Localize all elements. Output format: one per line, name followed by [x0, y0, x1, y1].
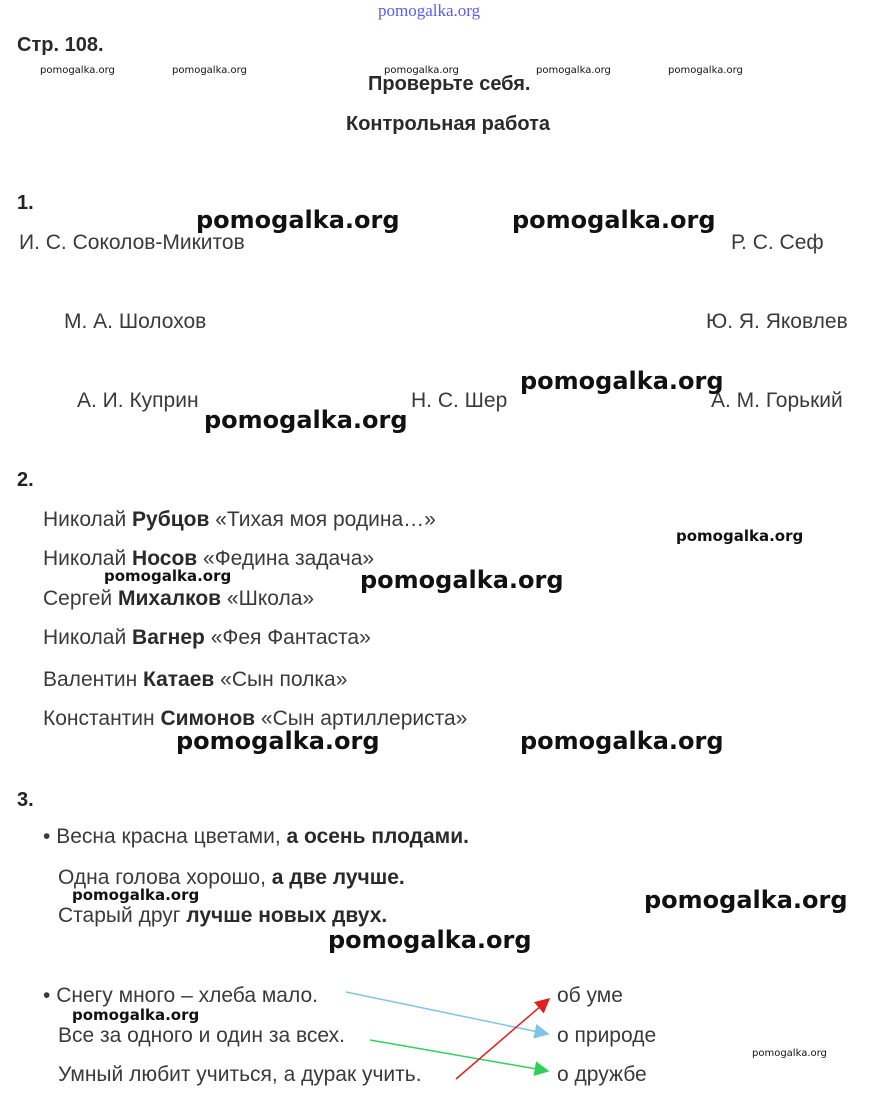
author-first-name: Сергей: [43, 587, 113, 610]
author-7: А. М. Горький: [711, 389, 843, 412]
topic-friendship: о дружбе: [557, 1063, 647, 1086]
author-2: Р. С. Сеф: [731, 231, 824, 254]
work-title: «Школа»: [226, 587, 315, 610]
watermark: pomogalka.org: [360, 566, 564, 594]
watermark: pomogalka.org: [520, 727, 724, 755]
watermark: pomogalka.org: [644, 886, 848, 914]
author-last-name: Михалков: [117, 587, 222, 610]
author-first-name: Николай: [43, 508, 127, 531]
arrow-snow-to-nature: [346, 992, 548, 1034]
watermark-top: pomogalka.org: [378, 1, 481, 20]
author-1: И. С. Соколов-Микитов: [19, 231, 245, 254]
task-3-number: 3.: [17, 789, 34, 811]
watermark: pomogalka.org: [40, 65, 115, 76]
author-6: Н. С. Шер: [411, 389, 508, 412]
watermark: pomogalka.org: [328, 926, 532, 954]
author-5: А. И. Куприн: [77, 389, 199, 412]
watermark: pomogalka.org: [536, 65, 611, 76]
watermark: pomogalka.org: [104, 567, 232, 585]
watermark: pomogalka.org: [196, 206, 400, 234]
topic-mind: об уме: [557, 984, 623, 1007]
watermark: pomogalka.org: [752, 1048, 827, 1059]
work-title: «Фея Фантаста»: [210, 626, 371, 649]
arrow-smart-to-mind: [456, 999, 549, 1079]
proverb-b-3: Умный любит учиться, а дурак учить.: [58, 1063, 422, 1086]
author-last-name: Симонов: [160, 707, 256, 730]
proverb-start: Старый друг: [58, 904, 181, 927]
proverb-b-2: Все за одного и один за всех.: [58, 1024, 345, 1047]
author-last-name: Катаев: [143, 668, 215, 691]
author-last-name: Носов: [132, 547, 198, 570]
watermark: pomogalka.org: [172, 65, 247, 76]
watermark: pomogalka.org: [512, 206, 716, 234]
author-first-name: Николай: [43, 626, 127, 649]
proverb-end: а осень плодами.: [286, 825, 469, 848]
author-4: Ю. Я. Яковлев: [706, 310, 848, 333]
task-1-number: 1.: [17, 192, 34, 214]
task-2-number: 2.: [17, 469, 34, 491]
proverb-end: а две лучше.: [271, 866, 405, 889]
work-title: «Сын полка»: [220, 668, 348, 691]
arrow-all-to-friendship: [370, 1040, 548, 1071]
watermark: pomogalka.org: [520, 367, 724, 395]
author-first-name: Константин: [43, 707, 155, 730]
bullet: •: [43, 825, 51, 848]
proverb-end: лучше новых двух.: [186, 904, 388, 927]
author-last-name: Рубцов: [132, 508, 210, 531]
watermark: pomogalka.org: [72, 886, 200, 904]
proverb-text: Снегу много – хлеба мало.: [56, 984, 318, 1007]
proverb-start: Одна голова хорошо,: [58, 866, 266, 889]
watermark: pomogalka.org: [72, 1006, 200, 1024]
watermark: pomogalka.org: [384, 65, 459, 76]
work-title: «Федина задача»: [203, 547, 375, 570]
watermark: pomogalka.org: [676, 527, 804, 545]
author-3: М. А. Шолохов: [64, 310, 207, 333]
topic-nature: о природе: [557, 1024, 657, 1047]
bullet: •: [43, 984, 51, 1007]
watermark: pomogalka.org: [176, 727, 380, 755]
work-title: «Тихая моя родина…»: [215, 508, 436, 531]
proverb-start: Весна красна цветами,: [56, 825, 281, 848]
watermark: pomogalka.org: [204, 406, 408, 434]
page-title: Проверьте себя.: [368, 73, 531, 95]
work-title: «Сын артиллериста»: [260, 707, 468, 730]
page-label: Стр. 108.: [17, 34, 104, 56]
author-first-name: Николай: [43, 547, 127, 570]
watermark: pomogalka.org: [668, 65, 743, 76]
page-subtitle: Контрольная работа: [346, 113, 550, 135]
author-first-name: Валентин: [43, 668, 138, 691]
author-last-name: Вагнер: [132, 626, 205, 649]
